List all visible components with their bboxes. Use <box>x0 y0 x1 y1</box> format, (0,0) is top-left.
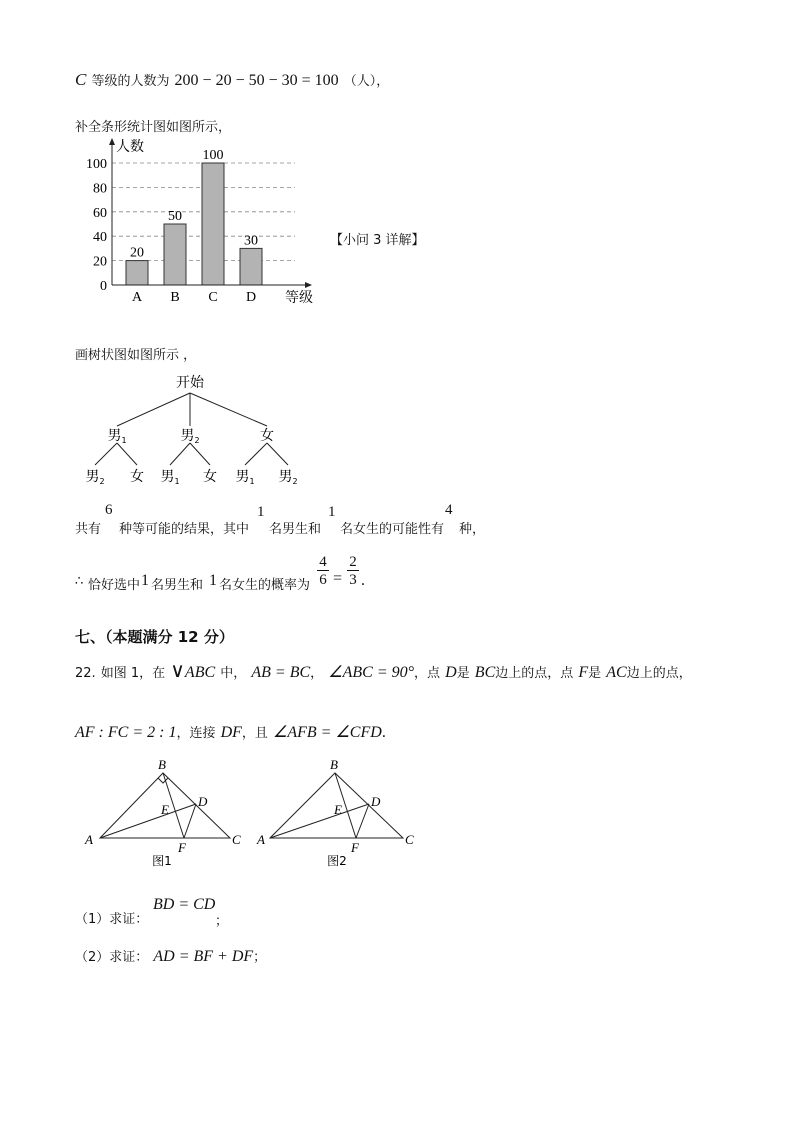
line-c-count <box>75 70 389 90</box>
part-1 <box>75 896 275 929</box>
segment-bc: BC <box>474 664 496 681</box>
y-tick-label: 60 <box>93 205 107 221</box>
result-text-1: 共有 <box>75 522 102 537</box>
q22-text-f: 边上的点，点 <box>495 666 574 681</box>
fraction-4-6 <box>317 554 329 589</box>
fig1-label-b: B <box>158 757 166 772</box>
equals-sign: = <box>333 570 343 587</box>
tree-level2-node: 男$_2$ <box>278 469 298 486</box>
part-2 <box>75 946 266 966</box>
triangle-symbol: ∨ <box>170 660 185 682</box>
bar-d <box>240 248 262 285</box>
bar-chart <box>80 135 330 310</box>
fig2-label-e: E <box>334 802 342 817</box>
bar-value-label: 30 <box>244 233 258 249</box>
tree-level1-node: 男$_1$ <box>107 428 127 445</box>
bar-value-label: 100 <box>202 148 224 163</box>
q22-text-a: 如图 1，在 <box>100 666 166 681</box>
prob-text-1: 恰好选中 <box>88 578 141 593</box>
question-22-line1 <box>75 658 692 683</box>
bar-value-label: 20 <box>130 245 144 261</box>
bar-c <box>202 163 224 285</box>
fraction-numerator: 2 <box>349 554 357 570</box>
part2-end: ； <box>253 950 267 965</box>
fig2-label-f: F <box>351 840 359 855</box>
result-line <box>75 502 575 540</box>
y-axis-arrow <box>109 138 115 145</box>
fig1-label-a: A <box>85 832 93 847</box>
tree-intro-text: 画树状图如图所示 ， <box>75 348 197 363</box>
result-one-female: 1 <box>328 504 336 520</box>
x-axis-arrow <box>305 282 312 288</box>
period: . <box>381 724 386 741</box>
figure-1 <box>80 756 250 871</box>
tree-level1-node: 男$_2$ <box>180 428 200 445</box>
part1-end: ； <box>215 914 229 929</box>
fraction-denominator: 3 <box>349 572 357 588</box>
tree-level2-node: 男$_2$ <box>85 469 105 486</box>
y-axis-label: 人数 <box>116 139 144 155</box>
line1-text: 等级的人数为 <box>91 74 170 89</box>
prob-num-1: 1 <box>141 572 149 589</box>
fig2-label-a: A <box>257 832 265 847</box>
fraction-2-3 <box>347 554 359 589</box>
y-tick-label: 100 <box>86 157 107 172</box>
sub-question-3-label: 【小问 3 详解】 <box>330 233 425 248</box>
bar-a <box>126 261 148 285</box>
q22-text-c: ， <box>310 666 324 681</box>
x-tick-label: A <box>131 290 143 305</box>
period: . <box>361 572 365 589</box>
ratio-af-fc: AF : FC = 2 : 1 <box>75 724 177 741</box>
tree-level2-node: 男$_1$ <box>160 469 180 486</box>
question-22-line2 <box>75 722 386 742</box>
y-tick-label: 0 <box>100 279 107 294</box>
y-tick-label: 40 <box>93 230 107 246</box>
segment-df: DF <box>220 724 242 741</box>
figure-2 <box>255 756 430 871</box>
x-axis-label: 等级 <box>285 290 313 306</box>
fig1-caption: 图1 <box>152 854 172 868</box>
tree-level2-node: 女 <box>203 469 217 485</box>
bar-b <box>164 224 186 285</box>
result-one-male: 1 <box>257 504 265 520</box>
probability-line <box>75 552 475 596</box>
tree-diagram <box>70 365 330 490</box>
part1-expr: BD = CD <box>153 896 216 913</box>
eq-angles: ∠AFB = ∠CFD <box>273 724 382 741</box>
result-count: 4 <box>445 502 453 518</box>
result-text-4: 名女生的可能性有 <box>340 522 445 537</box>
part1-label: （1）求证： <box>75 912 149 927</box>
segment-ac: AC <box>606 664 627 681</box>
eq-angle-abc: ∠ABC = 90° <box>328 664 415 681</box>
line1-expr: 200 − 20 − 50 − 30 = 100 <box>174 72 339 89</box>
x-tick-label: D <box>245 290 257 305</box>
section-heading: 七、（本题满分 12 分） <box>75 628 234 646</box>
fig2-label-d: D <box>371 794 381 809</box>
line1-unit: （人）， <box>343 74 390 89</box>
part2-expr: AD = BF + DF <box>153 948 254 965</box>
var-c: C <box>75 70 87 89</box>
tree-root: 开始 <box>176 375 204 391</box>
q22-line2-text-b: ，且 <box>241 726 268 741</box>
part2-label: （2）求证： <box>75 950 149 965</box>
q22-text-d: ，点 <box>414 666 441 681</box>
y-tick-label: 80 <box>93 181 107 197</box>
bar-value-label: 50 <box>168 209 182 224</box>
x-tick-label: C <box>208 290 218 305</box>
tree-level2-node: 男$_1$ <box>235 469 255 486</box>
question-number: 22. <box>75 666 96 681</box>
fig2-caption: 图2 <box>327 854 347 868</box>
fraction-numerator: 4 <box>319 554 327 570</box>
result-total: 6 <box>105 502 113 518</box>
therefore-symbol: ∴ <box>75 574 84 589</box>
chart-intro-text: 补全条形统计图如图所示， <box>75 120 232 135</box>
result-text-5: 种， <box>459 522 486 537</box>
tree-level1-node: 女 <box>260 428 274 444</box>
q22-text-e: 是 <box>456 666 470 681</box>
fraction-denominator: 6 <box>319 572 327 588</box>
fig1-label-f: F <box>178 840 186 855</box>
eq-ab-bc: AB = BC <box>251 664 311 681</box>
q22-text-h: 边上的点， <box>626 666 692 681</box>
x-tick-label: B <box>170 290 180 305</box>
fig2-label-c: C <box>405 832 414 847</box>
point-f: F <box>578 664 589 681</box>
y-tick-label: 20 <box>93 254 107 270</box>
result-text-2: 种等可能的结果，其中 <box>119 522 250 537</box>
tree-level2-node: 女 <box>130 469 144 485</box>
fig1-label-e: E <box>161 802 169 817</box>
fig1-label-d: D <box>198 794 208 809</box>
triangle-abc: ABC <box>184 664 216 681</box>
q22-line2-text-a: ，连接 <box>176 726 216 741</box>
prob-text-2: 名男生和 <box>151 578 204 593</box>
prob-text-3: 名女生的概率为 <box>219 578 311 593</box>
result-text-3: 名男生和 <box>269 522 322 537</box>
fig2-label-b: B <box>330 757 338 772</box>
fig1-label-c: C <box>232 832 241 847</box>
q22-text-g: 是 <box>588 666 602 681</box>
q22-text-b: 中， <box>220 666 247 681</box>
point-d: D <box>445 664 457 681</box>
prob-num-2: 1 <box>209 572 217 589</box>
